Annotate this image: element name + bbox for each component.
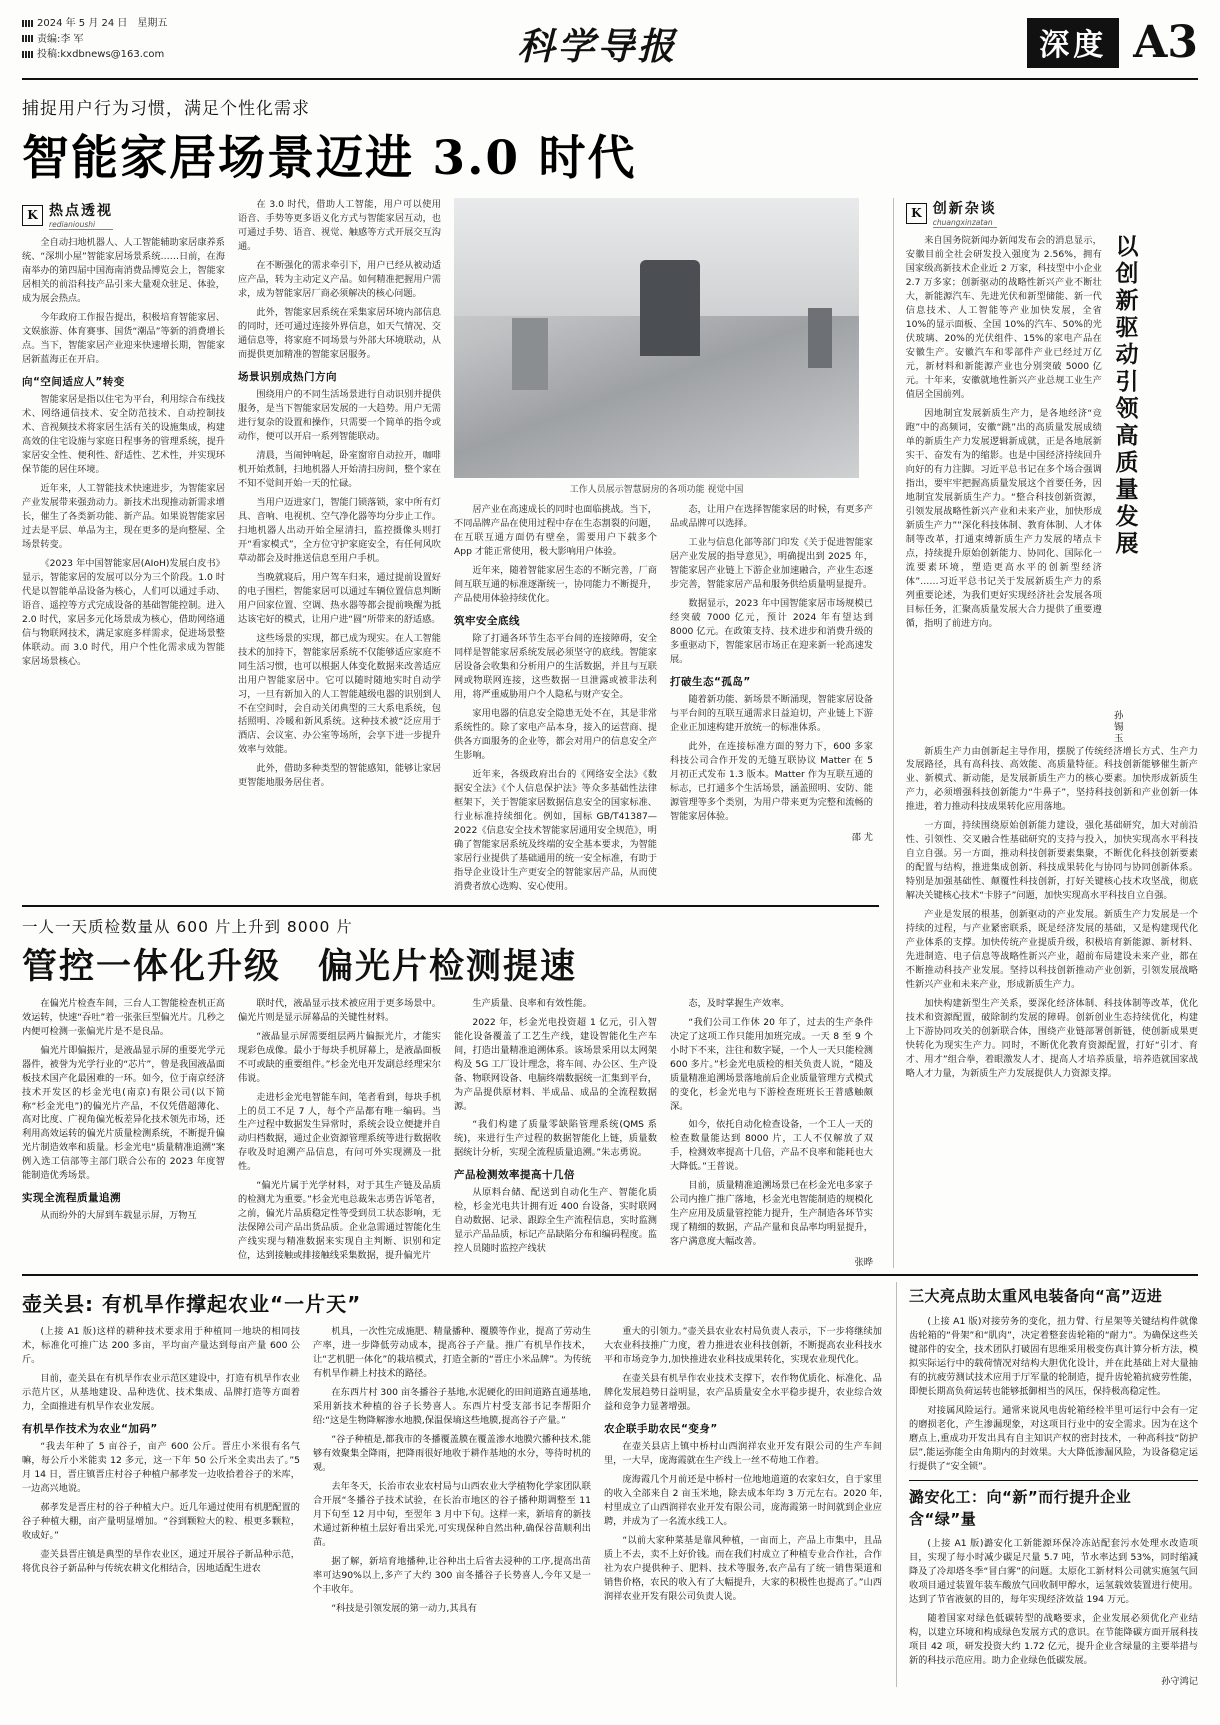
paragraph: 工业与信息化部等部门印发《关于促进智能家居产业发展的指导意见》，明确提出到 2025 年，智能家居产业链上下游企业加速融合，产业生态逐步完善，智能家居产品和服务供给质量明显提升。 — [670, 536, 873, 590]
paragraph: 2022 年，杉金光电投资超 1 亿元，引入智能化设备覆盖了工艺生产线，建设智能化生产车间，打造出量精准追溯体系。该场景采用以太网架构及 5G 工厂设计理念，将车间、办公区、生产设备、物联网设备、电脑终端数据统一汇集到平台，为产品提供原材料、半成品、成品的全流程数据源。 — [454, 1016, 657, 1112]
paragraph: “我去年种了 5 亩谷子，亩产 600 公斤。晋庄小米很有名气嘛，每公斤小米能卖 12 多元，这一下年 50 公斤米全卖出去了。”5 月 14 日，晋庄镇晋庄村谷子种植户郝孝发一边收拾着谷子的米库，一边高兴地说。 — [22, 1441, 300, 1495]
masthead — [22, 14, 1198, 80]
subheading: 向“空间适应人”转变 — [22, 375, 125, 388]
paragraph: 全自动扫地机器人、人工智能辅助家居康养系统、“深圳小屋”智能家居场景系统……日前，在海南举办的第四届中国海南消费品博览会上，智能家居相关的前沿科技产品引来大量观众驻足、体验，成为展会热点。 — [22, 237, 225, 304]
lead-column-2 — [238, 198, 441, 899]
top-content — [22, 198, 1198, 1268]
paragraph: 目前，质量精准追溯场景已在杉金光电多家子公司内推广推广落地，杉金光电智能制造的规模化生产应用及质量管控能力提升，生产制造各环节实现了精细的数据，产品产量和良品率均明显提升，客户满意度大幅改善。 — [670, 1180, 873, 1248]
bar-marker-icon — [22, 51, 33, 58]
paragraph: 近年来，各级政府出台的《网络安全法》《数据安全法》《个人信息保护法》等众多基础性法律框架下，关于智能家居数据信息安全的国家标准、行业标准持续细化。例如，国标 GB/T41387—2022《信息安全技术智能家居通用安全规范》，明确了智能家居系统及终端的安全基本要求，为智能家居行业提供了基础通用的统一安全标准，有助于指导企业设计生产更安全的智能家居产品，从而使消费者放心选购、安心使用。 — [454, 768, 657, 892]
sidebar-section-pinyin: chuangxinzatan — [933, 218, 997, 228]
mid-kicker: 一人一天质检数量从 600 片上升到 8000 片 — [22, 917, 353, 936]
paragraph: “我们公司工作休 20 年了，过去的生产条件决定了这项工作只能用加班完成。一天 8 至 9 个小时下不来，注往和数字疑，一个人一天只能检测 600 多片。”杉金光电质检的相关负责人说，“随及质量精准追溯场景落地前后企业质量管理方式模式的变化，杉金光电与下游检查班班长王普感触颇深。 — [670, 1016, 873, 1112]
byline: 张晔 — [854, 1257, 873, 1269]
paragraph: 这些场景的实现，都已成为现实。在人工智能技术的加持下，智能家居系统不仅能够适应家庭不同生活习惯，也可以根据人体变化数据来改善适应出用户智能家居中。它可以随时随地实时自动学习，一旦有新加入的人工智能越级电器的识别到人不在空间时，会自动关闭典型的三大系电系统，包括照明、冷暖和新风系统。这种技术被“泛应用于酒店、会议室、办公室等场所，会享下进一步提升效率与效能。 — [238, 632, 441, 756]
paragraph: 目前，壶关县在有机旱作农业示范区建设中，打造有机旱作农业示范片区，从基地建设、品种选优、技术集成、品牌打造等方面着力，全面推进有机旱作农业发展。 — [22, 1373, 300, 1413]
photo-placeholder — [454, 198, 859, 478]
masthead-date: 2024 年 5 月 24 日 星期五 — [37, 18, 168, 29]
bar-marker-icon — [22, 35, 33, 42]
bottom-left-article — [22, 1282, 882, 1687]
paragraph: 庞海霞几个月前还是中桥村一位地地道道的农家妇女，自于家里的收入全部来自 2 亩玉米地，除去成本年均 3 万元左右。2020 年,村里成立了山西润祥农业开发有限公司，庞海霞第一时间就到企业应聘，并成为了一名流水线工人。 — [604, 1474, 882, 1528]
paragraph: 从原料台储、配送到自动化生产、智能化质检，杉金光电共计拥有近 400 台设备，实时联网自动数据、记录、跟踪全生产流程信息，实时监测显示产品品质，标记产品缺陷分布和编码程度。监控人员随时监控产线状 — [454, 1187, 657, 1255]
subheading: 筑牢安全底线 — [454, 614, 520, 627]
paper-name: 科学导报 — [517, 24, 678, 68]
section-label-cn: 热点透视 — [49, 203, 113, 219]
mid-column-3 — [454, 997, 657, 1269]
paragraph: (上接 A1 版)这样的耕种技术要求用于种植同一地块的相同技术，标准化可推广达 200 多亩，平均亩产量达到每亩产量 600 公斤。 — [22, 1326, 300, 1366]
mid-column-4 — [670, 997, 873, 1269]
divider — [22, 905, 879, 907]
masthead-info — [22, 14, 167, 63]
bottom-column-2 — [313, 1325, 591, 1621]
paragraph: 生产质量、良率和有效性能。 — [472, 997, 592, 1009]
subheading: 打破生态“孤岛” — [670, 675, 751, 688]
lead-column-4 — [670, 503, 873, 899]
paragraph: 在 3.0 时代，借助人工智能，用户可以使用语音、手势等更多语义化方式与智能家居互动，也可通过手势、语音、视觉、触感等方式开展交互沟通。 — [238, 199, 441, 252]
lead-headline: 智能家居场景迈进 3.0 时代 — [22, 131, 637, 186]
page-number: A3 — [1133, 17, 1198, 68]
k-logo-icon: K — [22, 205, 43, 226]
mid-columns — [22, 997, 879, 1269]
bottom-content — [22, 1282, 1198, 1687]
paragraph: 除了打通各环节生态平台间的连接障碍，安全同样是智能家居系统发展必须坚守的底线。智能家居设备会收集和分析用户的生活数据，并且与互联网或物联网连接，这些数据一旦泄露或被非法利用，将严重威胁用户个人隐私与财产安全。 — [454, 632, 657, 700]
paragraph: 偏光片即偏振片，是液晶显示屏的重要光学元器件，被誉为光学行业的“芯片”，曾是我国液晶面板技术国产化最困难的一环。如今，位于南京经济技术开发区的杉金光电(南京)有限公司(以下简称“杉金光电”)的偏光片产品，不仅凭借超薄化、高对比度、广视角偏光板差异化技术领先市场，还利用高效运转的偏光片质量检测系统，不断提升偏光片制造效率和质量。杉金光电“质量精准追溯”案例入选工信部等主部门联合公布的 2023 年度智能制造优秀场景。 — [22, 1044, 225, 1182]
subheading: 产品检测效率提高十几倍 — [454, 1169, 575, 1182]
section-label — [22, 200, 225, 230]
figure-caption: 工作人员展示智慧厨房的各项功能 视觉中国 — [569, 485, 744, 495]
paragraph: 此外，借助多种类型的智能感知，能够让家居更智能地服务居住者。 — [238, 763, 441, 789]
paragraph: 去年冬天，长治市农业农村局与山西农业大学植物化学家团队联合开展“冬播谷子技术试验，在长治市地区的谷子播种期调整至 11 月下旬至 12 月中旬，至翌年 3 月中下旬。这样一来，新培育的新技术通过新种植土层好看出采光,可实现保种自然出种,确保谷苗顺利出苗。 — [313, 1481, 591, 1549]
paragraph: 随着国家对绿色低碳转型的战略要求，企业发展必须优化产业结构，以建立环境和构成绿色发展方式的意识。在节能降碳方面开展科技项目 42 项，研发投资大约 1.72 亿元，提升企业含绿量的主要举措与新的科技示范应用。助力企业绿色低碳发展。 — [909, 1613, 1198, 1667]
section-badge: 深度 — [1027, 18, 1119, 68]
bottom-right-articles — [896, 1282, 1198, 1687]
masthead-mail: 投稿:kxdbnews@163.com — [37, 49, 165, 60]
paragraph: 在东西片村 300 亩冬播谷子基地,水泥硬化的田间道路直通基地,采用新技术种植的谷子长势喜人。东西片村受支部书记李帮阳介绍:“这是生物降解渗水地膜,保温保墒这些地膜,提高谷子产量。” — [313, 1387, 591, 1427]
paragraph: 围绕用户的不同生活场景进行自动识别并提供服务，是当下智能家居发展的一大趋势。用户无需进行复杂的设置和操作，只需要一个简单的指令或动作，便可以开启一系列智能联动。 — [238, 388, 441, 442]
divider — [909, 1480, 1198, 1481]
paragraph: 一方面，持续围绕原始创新能力建设，强化基础研究，加大对前沿性、引领性、交叉融合性基础研究的支持与投入，加快实现高水平科技自立自强。另一方面，推动科技创新要素集聚，不断优化科技创新要素的配置与结构，推进集成创新、科技成果转化与协同与协同创新体系。特别是加强基础性、颠覆性科技创新，打好关键核心技术攻坚战，彻底解决关键核心技术“卡脖子”问题，加快实现高水平科技自立自强。 — [905, 820, 1198, 902]
lead-article — [22, 198, 879, 1268]
mid-headline: 管控一体化升级 偏光片检测提速 — [22, 945, 578, 987]
paragraph: 当晚就寝后，用户驾车归来，通过提前设置好的电子围栏，智能家居可以通过车辆位置信息判断用户回家位置、空调、热水器等都会提前唤醒为抵达该宅好的模式，让用户进“圆”所带来的舒适感。 — [238, 571, 441, 625]
sidebar-section-label — [906, 198, 1198, 228]
paragraph: 在壶关县有机旱作农业技术支撑下，农作物优质化、标准化、品牌化发展趋势日益明显，农产品质量安全水平稳步提升，农业综合效益和竞争力显著增强。 — [604, 1373, 882, 1413]
paragraph: 《2023 年中国智能家居(AIoH)发展白皮书》显示，智能家居的发展可以分为三个阶段。1.0 时代是以智能单品设备为核心，人们可以通过手动、语音、遥控等方式完成设备的基础智能控制。进入 2.0 时代，家居多元化场景成为核心，借助网络通信与物联网技术，满足家庭多样需求，促进场景整体联动。而 3.0 时代，用户个性化需求成为智能家居场景核心。 — [22, 557, 225, 667]
paragraph: (上接 A1 版)潞安化工新能源环保冷冻站配套污水处理水改造项目，实现了每小时减少碳足尺量 5.7 吨，节水率达到 53%，同时缩减降及了冷却塔冬季“冒白雾”的问题。太原化工新材料公司就实施氢气回收项目通过装置年装车酸放气回收制甲醇水，运氢载效装置进行使用。达到了节省液氨的目的，每年实现经济效益 194 万元。 — [909, 1538, 1198, 1606]
paragraph: 郝孝发是晋庄村的谷子种植大户。近几年通过使用有机肥配置的谷子种植大棚，亩产量明显增加。“谷到颗粒大的粒、根更多颗粒，收成好。” — [22, 1502, 300, 1542]
sidebar-top — [906, 234, 1198, 745]
sidebar-author: 孙锡玉 — [1111, 710, 1123, 745]
subheading: 有机旱作技术为农业“加码” — [22, 1423, 158, 1436]
paragraph: 对接属风险运行。通常来说风电齿轮箱经检半里可运行中会有一定的磨损老化，产生渗漏现象，对这项目行业中的安全需求。因为在这个磨点上,重成功开发出具有自主知识产权的密封技术，一种高科技“防护层”,能运弥能全由角期内的封效果。大大降低渗漏风险，为设备稳定运行提供了“安全锁”。 — [909, 1405, 1198, 1472]
paragraph: 据了解，新培育地播种,让谷种出土后省去浸种的工序,提高出苗率可达90%以上,多产了大约 300 亩冬播谷子长势喜人,今年又是一个丰收年。 — [313, 1556, 591, 1596]
paragraph: 新质生产力由创新起主导作用，摆脱了传统经济增长方式、生产力发展路径，具有高科技、高效能、高质量特征。科技创新能够催生新产业、新模式、新动能，是发展新质生产力的核心要素。加快形成新质生产力，必须增强科技创新能力“牛鼻子”，坚持科技创新和产业创新一体推进，着力推动科技成果转化应用落地。 — [905, 745, 1198, 813]
paragraph: 走进杉金光电智能车间，笔者看到，每块手机上的员工不足 7 人，每个产品都有唯一编码。当生产过程中数据发生异常时，系统会设立便捷并自动归档数据，通过企业资源管理系统等进行数据收存收及时追溯产品信息，有问可外实现溯及一批性。 — [238, 1091, 441, 1173]
bottom-right-headline-1: 三大亮点助太重风电装备向“高”迈进 — [909, 1287, 1163, 1306]
paragraph: 联时代，液晶显示技术被应用于更多场景中。偏光片则是显示屏幕品的关键性材料。 — [238, 997, 441, 1023]
subheading: 农企联手助农民“变身” — [604, 1423, 718, 1436]
paragraph: 今年政府工作报告提出，积极培育智能家居、文娱旅游、体育赛事、国货“潮品”等新的消费增长点。当下，智能家居产业迎来快速增长期，智能家居新蓝海正在开启。 — [22, 311, 225, 365]
paragraph: 因地制宜发展新质生产力，是各地经济“竞跑”中的高频词，安徽“跳”出的高质量发展成绩单的新质生产力发展逻辑新成就，正是各地展新实干、奋发有为的缩影。也是中国经济持续回升向好的有力注脚。习近平总书记在多个场合强调指出，要牢牢把握高质量发展这个首要任务，因地制宜发展新质生产力。“整合科技创新资源，引领发展战略性新兴产业和未来产业，加快形成新质生产力””深化科技体制、教育体制、人才体制等改革，打通束缚新质生产力发展的堵点卡点，持续提升原始创新能力、协同化、国际化一流要素环境，塑造更高水平的创新型经济体”……习近平总书记关于发展新质生产力的系列重要论述，为我们更好实现经济社会发展各项目标任务，汇聚高质量发展大合力提供了重要遵循，指明了前进方向。 — [905, 407, 1102, 629]
lead-figure-and-columns — [454, 198, 873, 899]
paragraph: “以前大家种菜基是靠风种植，一亩而上，产品上市集中，且品质上不去，卖不上好价钱。而在我们村成立了种植专业合作社，合作社为农户提供种子、肥料、技术等服务,农产品有了统一销售渠道和销售价格，农民的收入有了大幅提升，大家的积极性也提高了。”山西润祥农业开发有限公司负责人说。 — [604, 1535, 882, 1603]
masthead-logo — [167, 14, 1027, 70]
bottom-headline: 壶关县: 有机旱作撑起农业“一片天” — [22, 1292, 362, 1317]
paragraph: 机具，一次性完成施肥、精量播种、覆膜等作业，提高了劳动生产率，进一步降低劳动成本，提高谷子产量。推广有机旱作技术，让“艺机肥一体化”的栽培模式，打造全新的“晋庄小米品牌”。为传统有机旱作耕上村技术的路径。 — [313, 1326, 591, 1380]
paragraph: 清晨，当闹钟响起，卧室窗帘自动拉开，咖啡机开始煮制，扫地机器人开始清扫房间，整个家在不知不觉间开始一天的忙碌。 — [238, 449, 441, 489]
sidebar-innovation — [893, 198, 1198, 1268]
paragraph: “科技是引领发展的第一动力,其具有 — [331, 1603, 477, 1615]
paragraph: 在不断强化的需求牵引下，用户已经从被动适应产品，转为主动定义产品。如何精准把握用户需求，成为智能家居厂商必须解决的核心问题。 — [238, 259, 441, 299]
masthead-editor: 责编:李 军 — [37, 33, 84, 45]
subheading: 场景识别成热门方向 — [238, 370, 337, 383]
paragraph: “我们构建了质量零缺陷管理系统(QMS 系统)，来进行生产过程的数据智能化上链，质量数据统计分析，实现全流程质量追溯。”朱志勇说。 — [454, 1119, 657, 1159]
paragraph: 智能家居是指以住宅为平台，利用综合布线技术、网络通信技术、安全防范技术、自动控制技术、音视频技术将家居生活有关的设施集成，构建高效的住宅设施与家庭日程事务的管理系统，提升家居安全性、便利性、舒适性、艺术性，并实现环保节能的居住环境。 — [22, 393, 225, 475]
paragraph: 产业是发展的根基，创新驱动的产业发展。新质生产力发展是一个持续的过程，与产业紧密联系，既是经济发展的基础，又是构建现代化产业体系的支撑。加快传统产业提质升级，积极培育新能源、新材料、先进制造、电子信息等战略性新兴产业，超前布局建设未来产业，都在不断推动科技产业发展。坚持以科技创新推动产业创新，引领发展战略性新兴产业和未来产业，形成新质生产力。 — [905, 909, 1198, 991]
paragraph: 在壶关县店上镇中桥村山西润祥农业开发有限公司的生产车间里，一大早，庞海霞就在生产线上一丝不苟地工作着。 — [604, 1441, 882, 1467]
paragraph: 来自国务院新闻办新闻发布会的消息显示，安徽目前全社会研发投入强度为 2.56%，拥有国家级高新技术企业近 2 万家，科技型中小企业 2.7 万多家；创新驱动的战略性新兴产业不断壮大，新能源汽车、先进光伏和新型储能、新一代信息技术、人工智能等产业加快发展，全省 10%的显示面板、全国 10%的汽车、50%的光伏玻璃、20%的光伏组件、15%的家电产品在安徽生产。安徽汽车和零部件产业已经过万亿元，新材料和新能源产业也分别突破 5000 亿元。十年来，安徽就地性新兴产业总规工业生产值居全国前列。 — [905, 235, 1102, 400]
paragraph: 此外，在连接标准方面的努力下，600 多家科技公司合作开发的无缝互联协议 Matter 在 5 月初正式发布 1.3 版本。Matter 作为互联互通的标志，已打通多个生活场景，涵盖照明、安防、能源管理等多个类别，为用户带来更为完整和流畅的智能家居体验。 — [670, 740, 873, 822]
byline: 邵 尤 — [851, 831, 873, 843]
paragraph: “液晶显示屏需要组层两片偏振光片，才能实现彩色成像。最小于每块手机屏幕上，是液晶面板不可或缺的重要组件。”杉金光电开发副总经理宋尔伟说。 — [238, 1030, 441, 1084]
sidebar-text-top — [906, 234, 1102, 745]
paragraph: 在偏光片检查车间，三台人工智能检查机正高效运转，快速“吞吐”着一张张巨型偏光片。几秒之内便可检测一张偏光片是不是良品。 — [22, 997, 225, 1037]
paragraph: 居产业在高速成长的同时也面临挑战。当下，不同品牌产品在使用过程中存在生态割裂的问题，在互联互通方面仍有壁垒，需要用户下载多个 App 才能正常使用，极大影响用户体验。 — [454, 504, 657, 557]
paragraph: 重大的引领力。”壶关县农业农村局负责人表示，下一步将继续加大农业科技推广力度，着力推进农业科技创新，不断提高农业科技水平和市场竞争力,加快推进农业科技成果转化，实现农业现代化。 — [604, 1326, 882, 1366]
subheading: 实现全流程质量追溯 — [22, 1192, 121, 1205]
sidebar-vertical-title-wrap — [1110, 234, 1139, 745]
paragraph: 态，让用户在选择智能家居的时候，有更多产品或品牌可以选择。 — [670, 504, 873, 529]
lead-kicker: 捕捉用户行为习惯，满足个性化需求 — [22, 99, 310, 119]
lead-columns — [22, 198, 879, 899]
mid-column-1 — [22, 997, 225, 1269]
bottom-column-3 — [604, 1325, 882, 1621]
paragraph: “偏光片属于光学材料，对于其生产链及品质的检测尤为重要。”杉金光电总裁朱志勇告诉笔者，之前，偏光片品质稳定性等受到员工状态影响，无法保障公司产品出货品质。企业急需通过智能化生产线实现与精准数据来实现自主判断、识别和定位，达到接触或排接触线采集数据，提升偏光片 — [238, 1180, 441, 1262]
paragraph: 加快构建新型生产关系，要深化经济体制、科技体制等改革，优化技术和资源配置，破除制约发展的障碍。创新创业生态持续优化，构建上下游协同攻关的创新联合体，围绕产业链部署创新链，使创新成果更快转化为现实生产力。同时，不断优化教育资源配置，打好“引才、育才、用才”组合拳，着眼激发人才、提高人才培养质量，培养造就国家战略人才力量，为新质生产力发展提供人力资源支撑。 — [905, 998, 1198, 1080]
paragraph: 当用户迈进家门，智能门锁落锁，家中所有灯具、音响、电视机、空气净化器等均分步止工作。扫地机器人出动开始全屋清扫，监控摄像头则打开“看家模式”，全方位守护家庭安全，有任何风吹草动都会及时推送信息至用户手机。 — [238, 496, 441, 564]
paragraph: 近年来，随着智能家居生态的不断完善，厂商间互联互通的标准逐渐统一，协同能力不断提升，产品使用体验持续优化。 — [454, 564, 657, 604]
lead-lower-columns — [454, 503, 873, 899]
paragraph: 数据显示，2023 年中国智能家居市场规模已经突破 7000 亿元，预计 2024 年有望达到 8000 亿元。在政策支持、技术进步和消费升级的多重驱动下，智能家居市场正在迎来新一轮高速发展。 — [670, 597, 873, 665]
paragraph: 随着新功能、新场景不断涌现，智能家居设备与平台间的互联互通需求日益迫切，产业链上下游企业正加速构建开放统一的标准体系。 — [670, 693, 873, 733]
lead-figure — [454, 198, 859, 495]
sidebar-vertical-title: 以创新驱动引领高质量发展 — [1111, 234, 1139, 558]
paragraph: 此外，智能家居系统在采集家居环境内部信息的同时，还可通过连接外界信息，如天气情况、交通信息等，将家庭不同场景与外部大环境联动，从而提供更加精准的智能家居服务。 — [238, 306, 441, 360]
paragraph: (上接 A1 版)对接劳务的变化，扭力臂、行星架等关键结构件就像齿轮箱的“骨架”和“肌肉”，决定着整套齿轮箱的“耐力”。为确保这些关键部件的安全，技术团队打破固有思维采用极变伤真计算分析方法，模拟实际运行中的载荷情况对结构大胆优化设计，并在此基础上对大量抽有的抗疲劳测试技术应用于厅军量的轮制造，提升齿轮箱抗疲劳性能，即便长期高负荷运转也能够抵御相当的风压，保持极高稳定性。 — [909, 1316, 1198, 1398]
bottom-columns — [22, 1325, 882, 1621]
divider — [22, 1274, 1198, 1276]
paragraph: 家用电器的信息安全隐患无处不在，其是非常系统性的。除了家电产品本身，接入的运营商、提供各方面服务的企业等，都会对用户的信息安全产生影响。 — [454, 707, 657, 761]
paragraph: 壶关县晋庄镇是典型的旱作农业区，通过开展谷子新品种示范，将优良谷子新品种与传统农耕文化相结合，因地适配生进农 — [22, 1549, 300, 1575]
byline: 孙守鸿记 — [1161, 1676, 1198, 1688]
lead-column-3 — [454, 503, 657, 899]
bottom-right-headline-2: 潞安化工：向“新”而行提升企业含“绿”量 — [909, 1487, 1132, 1528]
bar-marker-icon — [22, 20, 33, 27]
k-logo-icon: K — [906, 203, 927, 224]
paragraph: 从而纷外的大屏到车载显示屏，万物互 — [40, 1210, 197, 1222]
paragraph: 态，及时掌握生产效率。 — [688, 997, 790, 1009]
lead-column-1 — [22, 198, 225, 899]
bottom-column-1 — [22, 1325, 300, 1621]
sidebar-section-cn: 创新杂谈 — [932, 201, 997, 217]
paragraph: “谷子种植是,都我市的冬播覆盖膜在覆盖渗水地膜穴播种技术,能够有效聚集全降雨，把降雨很好地收于耕作基地的水分，等待时机的观。 — [313, 1434, 591, 1474]
section-label-pinyin: redianioushi — [49, 220, 113, 230]
paragraph: 近年来，人工智能技术快速进步，为智能家居产业发展带来强劲动力。新技术出现推动新需求增长，催生了各类新功能、新产品。如果说智能家居过去是平层、单品为主，现在更多的是向整屋、全场景转变。 — [22, 482, 225, 550]
paragraph: 如今，依托自动化检查设备，一个工人一天的检查数量能达到 8000 片，工人不仅解放了双手，检测效率提高十几倍，产品不良率和能耗也大大降低。”王普说。 — [670, 1119, 873, 1173]
masthead-section — [1027, 14, 1198, 68]
mid-column-2 — [238, 997, 441, 1269]
